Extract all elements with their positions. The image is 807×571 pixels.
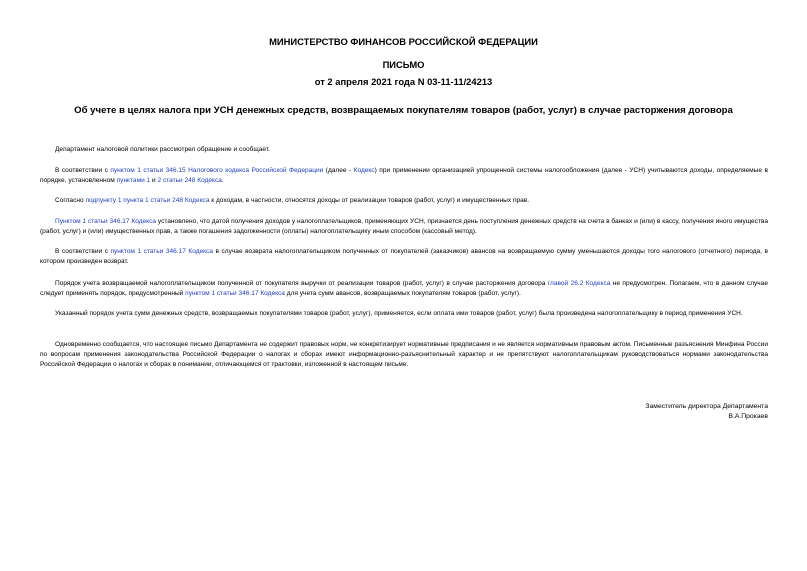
signature-name: В.А.Прокаев — [728, 413, 768, 420]
paragraph-text: к доходам, в частности, относятся доходы от реализации товаров (работ, услуг) и имущественных прав. — [209, 197, 530, 204]
paragraph-text: ) при применении организацией упрощенной системы налогообложения (далее - УСН) учитываются доходы, определяемые в порядке, установленном — [40, 167, 768, 184]
paragraph-1 — [40, 166, 768, 186]
link-article-346-17[interactable]: пунктом 1 статьи 346.17 Кодекса — [110, 248, 214, 255]
document-subject: Об учете в целях налога при УСН денежных средств, возвращаемых покупателям товаров (работ, услуг) в случае расторжения договора — [74, 105, 733, 116]
paragraph-text: (далее - — [323, 167, 354, 174]
paragraph-text: и — [150, 177, 158, 184]
paragraph-7 — [40, 340, 768, 370]
document-date-number: от 2 апреля 2021 года N 03-11-11/24213 — [314, 76, 493, 87]
link-article-346-17[interactable]: Пунктом 1 статьи 346.17 Кодекса — [55, 218, 157, 225]
link-points-1[interactable]: пунктами 1 — [116, 177, 151, 184]
paragraph-5 — [40, 279, 768, 299]
paragraph-text: Одновременно сообщается, что настоящее письмо Департамента не содержит правовых норм, не конкретизирует нормативные предписания и не является нормативным правовым актом. Письменные разъяснения Минфина России по вопросам применения законодательства Российской Федерации о налогах и сборах имеют информационно-разъяснительный характер и не препятствуют налогоплательщикам руководствоваться нормами законодательства Российской Федерации о налогах и сборах в понимании, отличающемся от трактовки, изложенной в настоящем письме. — [40, 341, 768, 368]
paragraph-3 — [40, 217, 768, 237]
link-code[interactable]: Кодекс — [353, 167, 375, 174]
signature-position: Заместитель директора Департамента — [645, 403, 768, 410]
paragraph-text: для учета сумм авансов, возвращаемых покупателям товаров (работ, услуг). — [284, 290, 521, 297]
link-article-346-15[interactable]: пунктом 1 статьи 346.15 Налогового кодекса Российской Федерации — [110, 167, 324, 174]
paragraph-text: Указанный порядок учета сумм денежных средств, возвращаемых покупателями товаров (работ, услуг), применяется, если оплата ими товаров (работ, услуг) была произведена налогоплательщику в период применения УСН. — [55, 310, 743, 317]
link-chapter-26-2[interactable]: главой 26.2 Кодекса — [547, 280, 611, 287]
link-article-346-17[interactable]: пунктом 1 статьи 346.17 Кодекса — [185, 290, 285, 297]
paragraph-text: установлено, что датой получения доходов у налогоплательщиков, применяющих УСН, признается день поступления денежных средств на счета в банках и (или) в кассу, получения иного имущества (работ, услуг) и (или) имущественных прав, а также погашения задолженности (оплаты) налогоплательщику иным способом (кассовый метод). — [40, 218, 768, 235]
paragraph-text: В соответствии с — [55, 167, 111, 174]
paragraph-text: В соответствии с — [55, 248, 111, 255]
paragraph-6 — [40, 309, 768, 319]
paragraph-text: Согласно — [55, 197, 86, 204]
paragraph-text: Департамент налоговой политики рассмотрел обращение и сообщает. — [55, 146, 270, 153]
ministry-heading: МИНИСТЕРСТВО ФИНАНСОВ РОССИЙСКОЙ ФЕДЕРАЦИИ — [269, 36, 538, 47]
paragraph-text: не предусмотрен. Полагаем, что в данном случае следует применять порядок, предусмотренный — [40, 280, 768, 297]
document-type: ПИСЬМО — [382, 59, 425, 70]
paragraph-intro — [40, 145, 768, 155]
paragraph-4 — [40, 247, 768, 267]
paragraph-text: в случае возврата налогоплательщиком полученных от покупателей (заказчиков) авансов на возвращаемую сумму уменьшаются доходы того налогового (отчетного) периода, в котором произведен возврат. — [40, 248, 768, 265]
paragraph-2 — [40, 196, 768, 206]
paragraph-text: Порядок учета возвращаемой налогоплательщиком полученной от покупателя выручки от реализации товаров (работ, услуг) в случае расторжения договора — [55, 280, 548, 287]
paragraph-text: . — [221, 177, 224, 184]
link-article-248-point-2[interactable]: 2 статьи 248 Кодекса — [157, 177, 222, 184]
link-subpoint-1-article-248[interactable]: подпункту 1 пункта 1 статьи 248 Кодекса — [85, 197, 210, 204]
